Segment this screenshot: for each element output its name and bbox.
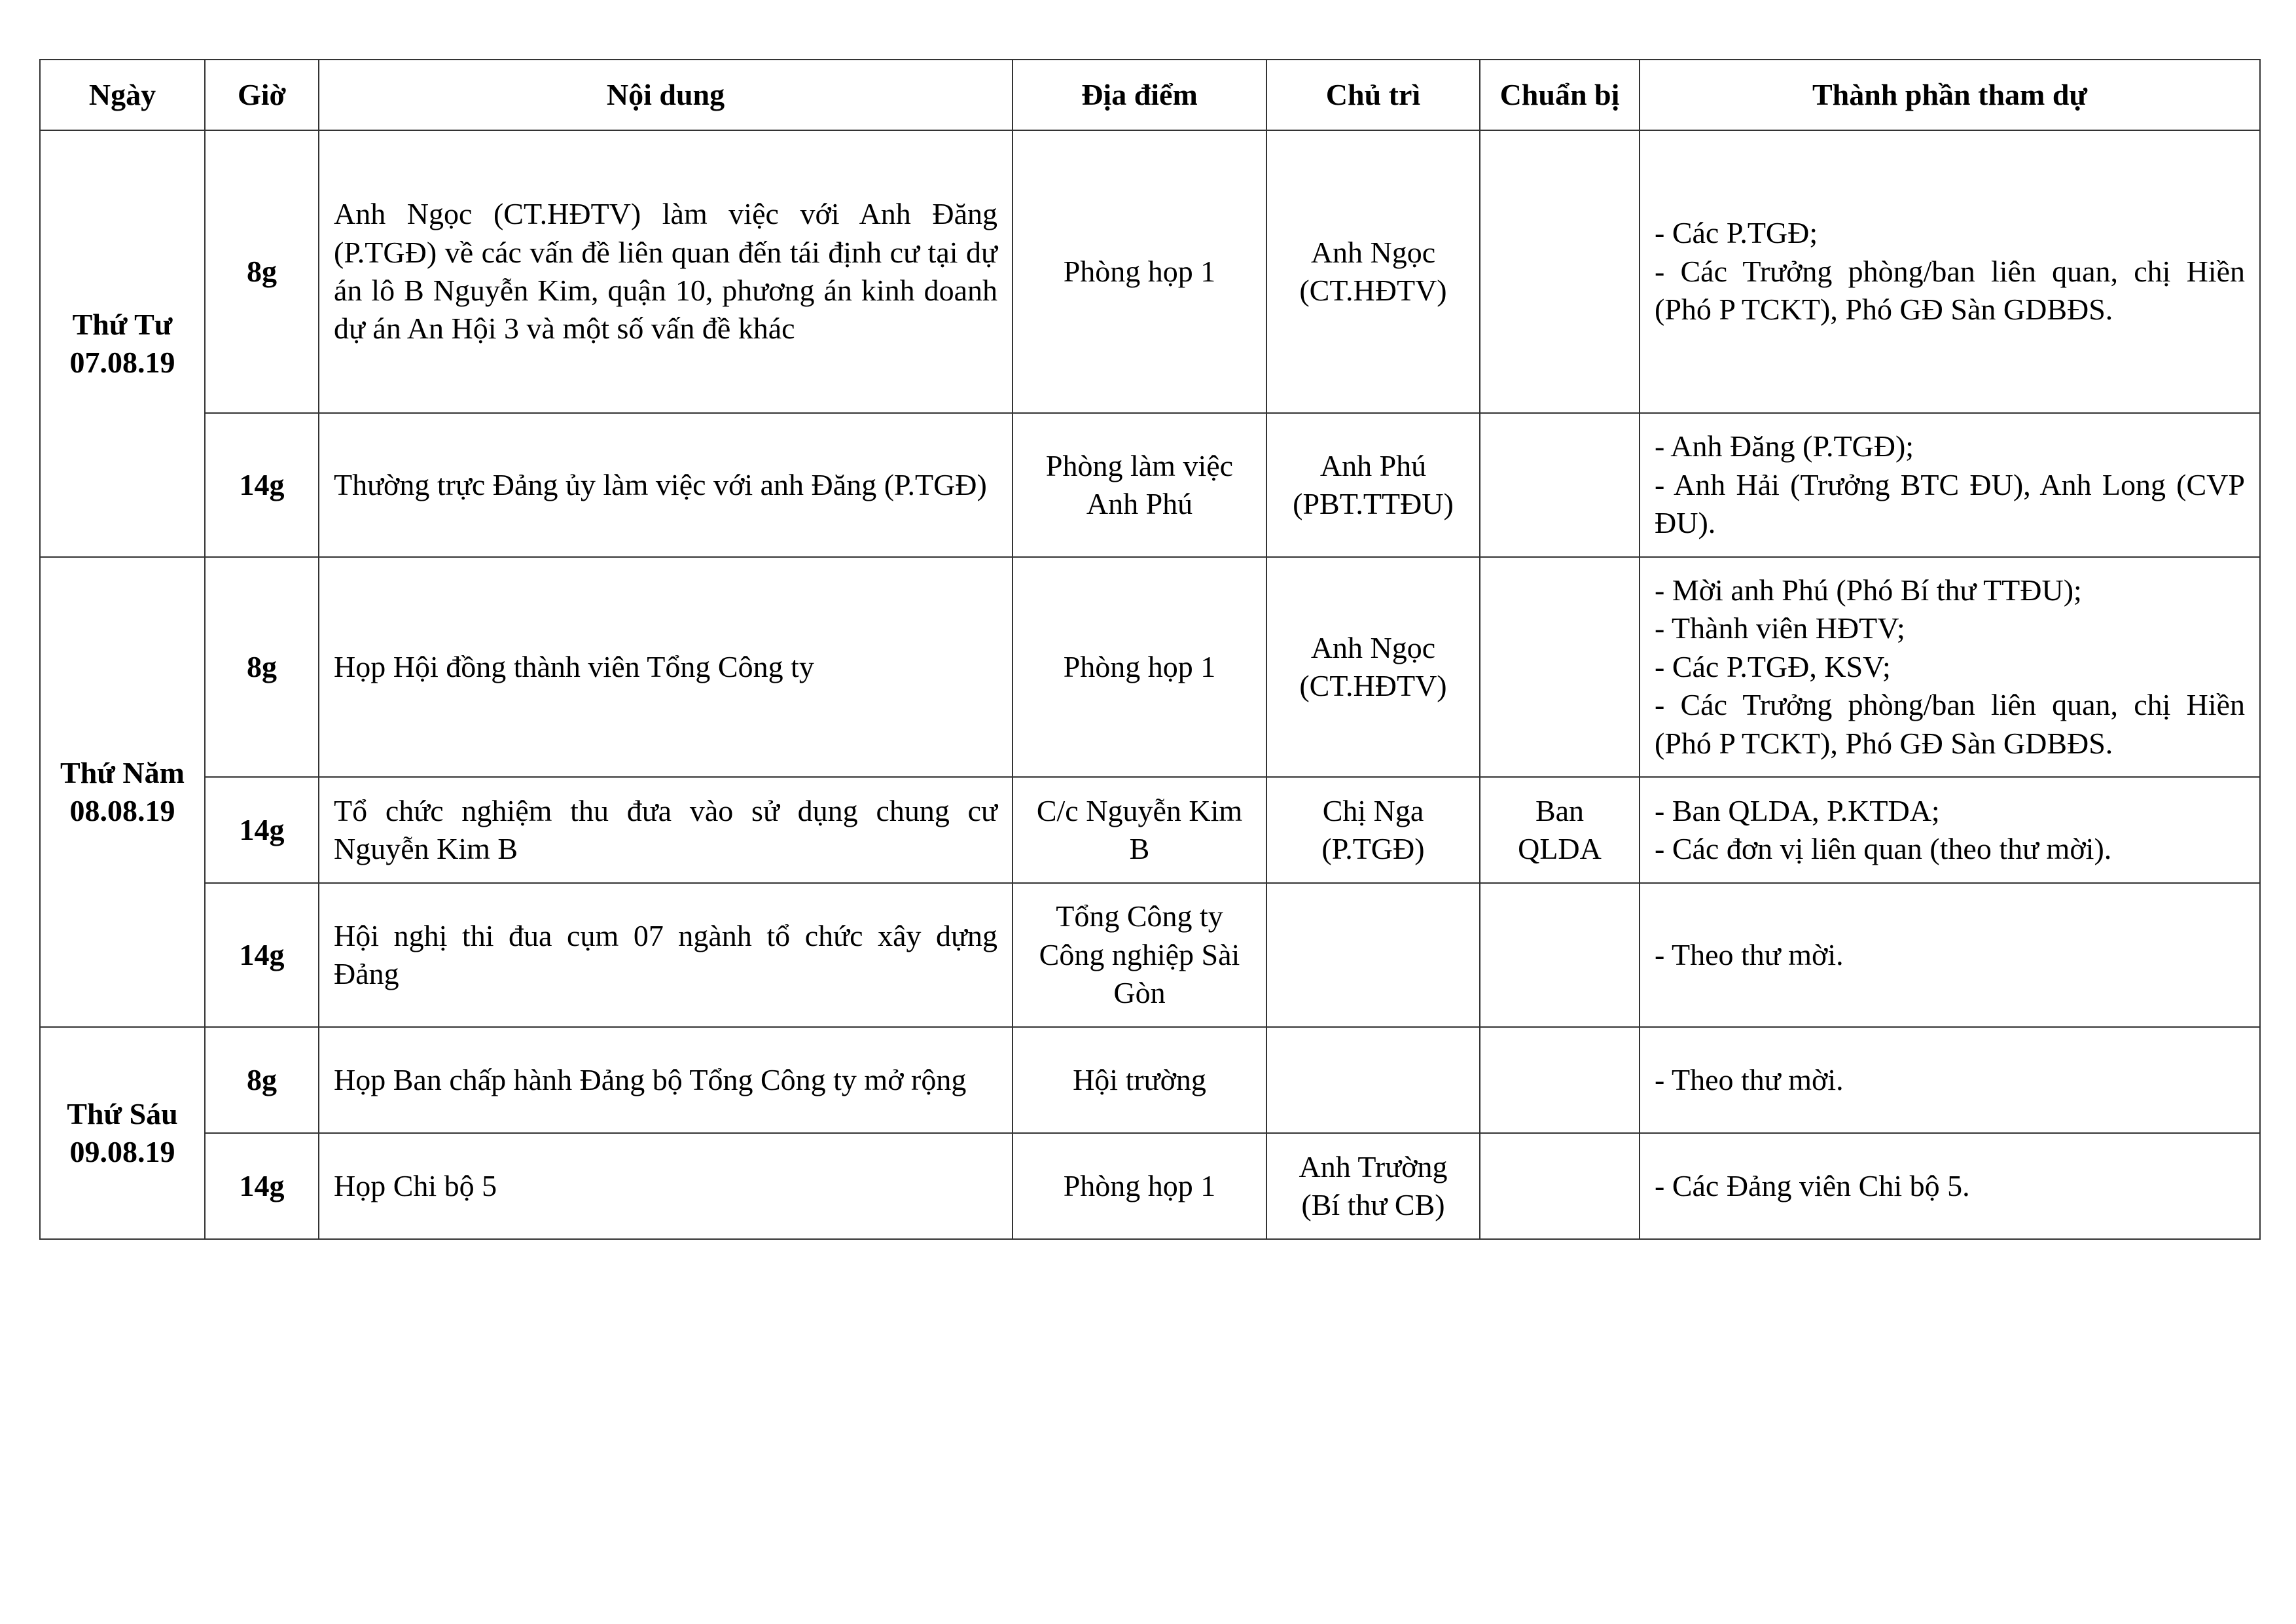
day-weekday: Thứ Sáu: [67, 1096, 178, 1130]
attendee-line: - Các đơn vị liên quan (theo thư mời).: [1655, 832, 2112, 865]
attendee-line: - Theo thư mời.: [1655, 1062, 1844, 1096]
attendee-line: - Các P.TGĐ;: [1655, 216, 1818, 250]
day-cell: [40, 1027, 205, 1239]
day-date: 09.08.19: [69, 1135, 175, 1168]
attendees-cell: [1640, 1133, 2260, 1239]
host-cell: [1266, 557, 1480, 777]
time-cell: 8g: [205, 557, 319, 777]
content-cell: Họp Chi bộ 5: [319, 1133, 1013, 1239]
host-cell: [1266, 1027, 1480, 1133]
host-cell: [1266, 1133, 1480, 1239]
time-cell: 14g: [205, 413, 319, 557]
prepare-line: Ban: [1535, 793, 1585, 827]
host-cell: [1266, 130, 1480, 413]
table-row: [40, 1027, 2260, 1133]
content-cell: Hội nghị thi đua cụm 07 ngành tổ chức xây dựng Đảng: [319, 883, 1013, 1027]
location-cell: Phòng làm việc Anh Phú: [1013, 413, 1266, 557]
header-location: Địa điểm: [1013, 60, 1266, 130]
table-row: [40, 413, 2260, 557]
attendee-line: - Anh Hải (Trưởng BTC ĐU), Anh Long (CVP ĐU).: [1655, 467, 2245, 540]
header-attendees: Thành phần tham dự: [1640, 60, 2260, 130]
content-cell: Họp Hội đồng thành viên Tổng Công ty: [319, 557, 1013, 777]
day-weekday: Thứ Tư: [72, 307, 173, 341]
attendee-line: - Các Trưởng phòng/ban liên quan, chị Hiền (Phó P TCKT), Phó GĐ Sàn GDBĐS.: [1655, 254, 2245, 327]
prepare-cell: [1480, 413, 1640, 557]
location-cell: Phòng họp 1: [1013, 1133, 1266, 1239]
host-name: Anh Ngọc: [1310, 235, 1436, 269]
host-name: Anh Ngọc: [1310, 630, 1436, 664]
header-host: Chủ trì: [1266, 60, 1480, 130]
attendee-line: - Theo thư mời.: [1655, 937, 1844, 971]
location-cell: Phòng họp 1: [1013, 130, 1266, 413]
table-row: [40, 130, 2260, 413]
attendees-cell: [1640, 557, 2260, 777]
attendees-cell: [1640, 1027, 2260, 1133]
host-name: Anh Trường: [1299, 1149, 1448, 1183]
location-cell: Phòng họp 1: [1013, 557, 1266, 777]
attendees-cell: [1640, 130, 2260, 413]
host-cell: [1266, 883, 1480, 1027]
host-title: (PBT.TTĐU): [1293, 487, 1454, 520]
prepare-cell: [1480, 883, 1640, 1027]
header-content: Nội dung: [319, 60, 1013, 130]
attendee-line: - Các Trưởng phòng/ban liên quan, chị Hiền (Phó P TCKT), Phó GĐ Sàn GDBĐS.: [1655, 688, 2245, 760]
time-cell: 8g: [205, 130, 319, 413]
attendee-line: - Anh Đăng (P.TGĐ);: [1655, 429, 1914, 463]
attendees-cell: [1640, 883, 2260, 1027]
host-title: (CT.HĐTV): [1299, 669, 1447, 702]
host-cell: [1266, 413, 1480, 557]
host-cell: [1266, 777, 1480, 883]
host-title: (CT.HĐTV): [1299, 274, 1447, 307]
header-date: Ngày: [40, 60, 205, 130]
schedule-table: [39, 59, 2261, 1240]
attendee-line: - Ban QLDA, P.KTDA;: [1655, 793, 1940, 827]
table-row: [40, 1133, 2260, 1239]
prepare-cell: [1480, 130, 1640, 413]
time-cell: 14g: [205, 777, 319, 883]
attendee-line: - Các Đảng viên Chi bộ 5.: [1655, 1168, 1970, 1202]
table-row: [40, 557, 2260, 777]
prepare-cell: [1480, 1133, 1640, 1239]
header-row: [40, 60, 2260, 130]
time-cell: 14g: [205, 883, 319, 1027]
host-title: (Bí thư CB): [1301, 1188, 1445, 1221]
table-row: [40, 777, 2260, 883]
attendees-cell: [1640, 413, 2260, 557]
table-row: [40, 883, 2260, 1027]
header-prepare: Chuẩn bị: [1480, 60, 1640, 130]
day-weekday: Thứ Năm: [60, 755, 185, 789]
day-date: 08.08.19: [69, 794, 175, 827]
prepare-cell: [1480, 1027, 1640, 1133]
host-name: Chị Nga: [1322, 793, 1424, 827]
location-cell: Tổng Công ty Công nghiệp Sài Gòn: [1013, 883, 1266, 1027]
attendees-cell: [1640, 777, 2260, 883]
day-cell: [40, 557, 205, 1027]
day-date: 07.08.19: [69, 346, 175, 379]
header-time: Giờ: [205, 60, 319, 130]
time-cell: 14g: [205, 1133, 319, 1239]
content-cell: Anh Ngọc (CT.HĐTV) làm việc với Anh Đăng (P.TGĐ) về các vấn đề liên quan đến tái định cư tại dự án lô B Nguyễn Kim, quận 10, phương án kinh doanh dự án An Hội 3 và một số vấn đề khác: [319, 130, 1013, 413]
day-cell: [40, 130, 205, 557]
location-cell: Hội trường: [1013, 1027, 1266, 1133]
content-cell: Họp Ban chấp hành Đảng bộ Tổng Công ty mở rộng: [319, 1027, 1013, 1133]
content-cell: Tổ chức nghiệm thu đưa vào sử dụng chung cư Nguyễn Kim B: [319, 777, 1013, 883]
time-cell: 8g: [205, 1027, 319, 1133]
location-cell: C/c Nguyễn Kim B: [1013, 777, 1266, 883]
prepare-line: QLDA: [1518, 832, 1602, 865]
host-title: (P.TGĐ): [1321, 832, 1425, 865]
attendee-line: - Mời anh Phú (Phó Bí thư TTĐU);: [1655, 573, 2082, 607]
attendee-line: - Thành viên HĐTV;: [1655, 611, 1905, 645]
host-name: Anh Phú: [1319, 448, 1427, 482]
prepare-cell: [1480, 557, 1640, 777]
prepare-cell: [1480, 777, 1640, 883]
attendee-line: - Các P.TGĐ, KSV;: [1655, 649, 1891, 683]
content-cell: Thường trực Đảng ủy làm việc với anh Đăng (P.TGĐ): [319, 413, 1013, 557]
